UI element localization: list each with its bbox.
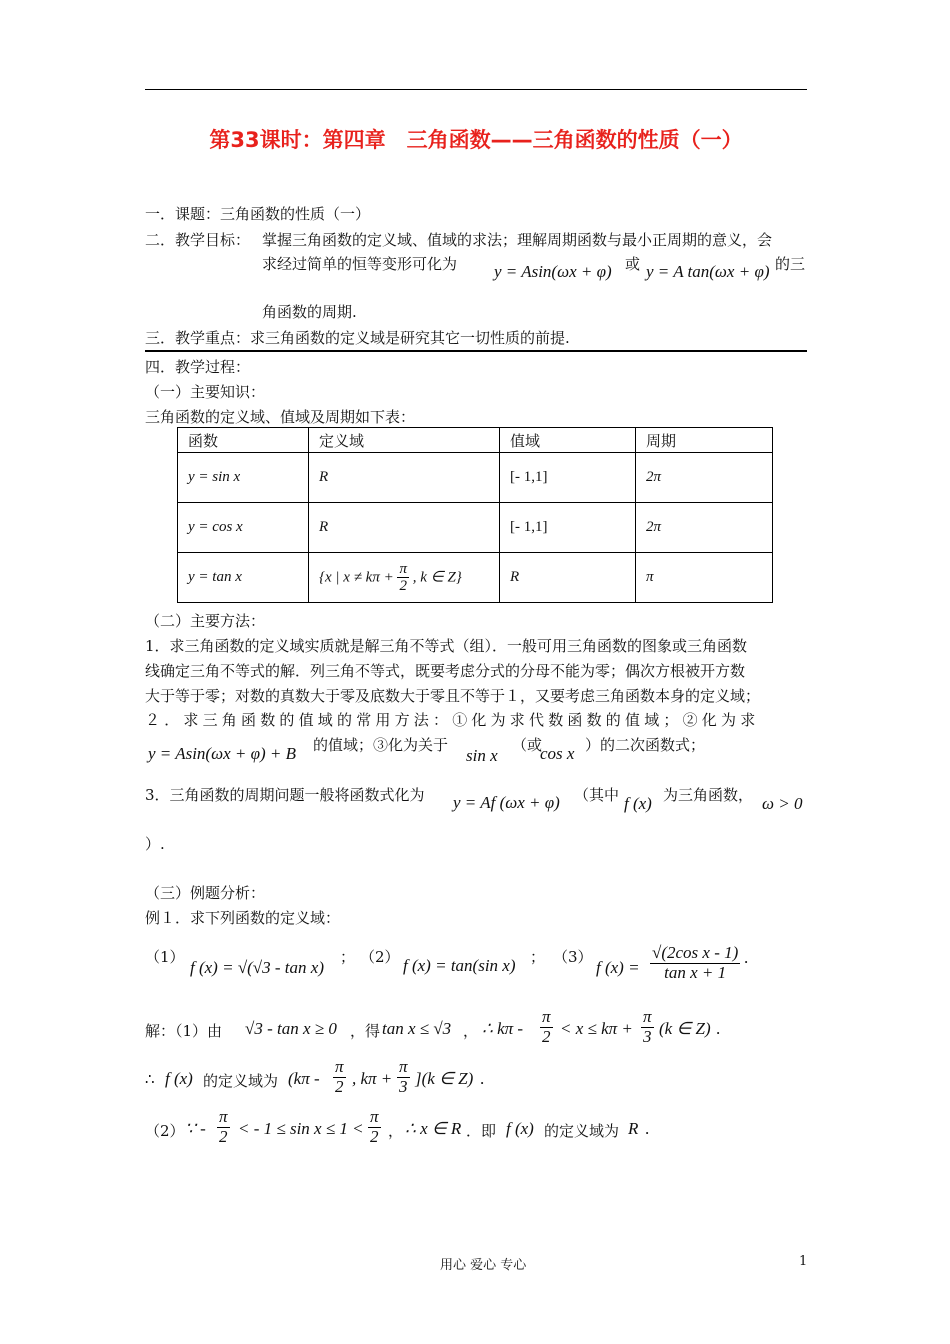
numerator: π (335, 1057, 344, 1076)
numerator: √(2cos x - 1) (652, 943, 739, 962)
solution2-label: （2） (145, 1122, 185, 1140)
table-cell-function: y = tan x (178, 553, 309, 603)
numerator: π (542, 1007, 551, 1026)
formula-fx: f (x) (624, 794, 652, 813)
formula-cosx: cos x (540, 744, 575, 763)
table-cell-period: π (636, 553, 773, 603)
fraction (650, 944, 740, 982)
solution2-text: 的定义域为 (544, 1122, 620, 1140)
problem3-lhs: f (x) = (596, 958, 640, 977)
solution1b-text: 的定义域为 (203, 1072, 279, 1090)
formula-sinx: sin x (466, 746, 498, 765)
fraction (397, 561, 409, 595)
numerator: π (399, 560, 407, 577)
solution1-frac2 (641, 1008, 654, 1046)
numerator: π (399, 1057, 408, 1076)
denominator: tan x + 1 (664, 962, 727, 982)
table-cell-domain: R (309, 503, 500, 553)
problem2-formula: f (x) = tan(sin x) (403, 956, 516, 975)
table-header-cell: 值域 (500, 428, 636, 453)
section-goals-line2b: 的三 (775, 255, 806, 273)
fraction (217, 1108, 230, 1146)
solution2-end: . (645, 1119, 650, 1138)
method3-text4: ）. (145, 835, 165, 853)
trig-properties-table (177, 427, 773, 603)
problem3-fraction (650, 944, 740, 982)
subsection-knowledge: （一）主要知识： (145, 383, 266, 401)
solution2-ineq-b: < - 1 ≤ sin x ≤ 1 < (238, 1119, 364, 1138)
method2-line1: ２．求三角函数的值域的常用方法：①化为求代数函数的值域；②化为求 (145, 711, 760, 729)
denominator: 3 (399, 1076, 408, 1096)
table-intro: 三角函数的定义域、值域及周期如下表： (145, 408, 416, 426)
problem1-formula: f (x) = √(√3 - tan x) (190, 958, 324, 977)
table-row (178, 503, 773, 553)
method2-text1: 的值域；③化为关于 (313, 736, 449, 754)
fraction (333, 1058, 346, 1096)
table-cell-function: y = cos x (178, 503, 309, 553)
domain-part-a: {x | x ≠ kπ + (319, 568, 394, 585)
solution1-end: . (716, 1019, 721, 1038)
header-rule (145, 89, 807, 90)
method2-text3: ）的二次函数式； (585, 736, 706, 754)
problem1-sep: ； (340, 948, 356, 966)
solution1b-interval-a: (kπ - (288, 1069, 320, 1088)
denominator: 2 (335, 1076, 344, 1096)
text-or: 或 (625, 255, 641, 273)
denominator: 3 (643, 1026, 652, 1046)
formula-atan: y = A tan(ωx + φ) (646, 262, 770, 281)
table-cell-domain: R (309, 453, 500, 503)
subsection-methods: （二）主要方法： (145, 612, 266, 630)
method3-text2: （其中 (574, 786, 620, 804)
formula-af: y = Af (ωx + φ) (453, 793, 560, 812)
fraction (540, 1008, 553, 1046)
solution1b-frac2 (397, 1058, 410, 1096)
table-cell-domain (309, 553, 500, 603)
solution1b-interval-b: , kπ + (352, 1069, 393, 1088)
section-goals-line1: 掌握三角函数的定义域、值域的求法；理解周期函数与最小正周期的意义，会 (262, 231, 773, 249)
subsection-examples: （三）例题分析： (145, 884, 266, 902)
denominator: 2 (370, 1126, 379, 1146)
method3-text1: 3．三角函数的周期问题一般将函数式化为 (145, 786, 425, 804)
method2-text2: （或 (512, 736, 543, 754)
method1-line1: 1．求三角函数的定义域实质就是解三角不等式（组）．一般可用三角函数的图象或三角函数 (145, 637, 748, 655)
therefore-symbol: ∴ (145, 1070, 155, 1088)
formula-asin: y = Asin(ωx + φ) (494, 262, 612, 281)
denominator: 2 (542, 1026, 551, 1046)
solution2-frac2 (368, 1108, 381, 1146)
domain-part-b: , k ∈ Z} (412, 568, 462, 585)
denominator: 2 (399, 578, 407, 594)
solution1b-interval-c: ](k ∈ Z) (415, 1069, 474, 1088)
fraction (397, 1058, 410, 1096)
section-goals-line2a: 求经过简单的恒等变形可化为 (262, 255, 458, 273)
denominator: 2 (219, 1126, 228, 1146)
solution1-range-b: < x ≤ kπ + (560, 1019, 633, 1038)
solution1-ineq2: tan x ≤ √3 (382, 1019, 452, 1038)
solution1-text-de: ，得 (350, 1022, 381, 1040)
page-title: 第33课时：第四章 三角函数——三角函数的性质（一） (209, 128, 743, 152)
section-divider (145, 350, 807, 352)
solution2-text-ji: ．即 (466, 1122, 497, 1140)
table-cell-range: [- 1,1] (500, 453, 636, 503)
table-cell-range: [- 1,1] (500, 503, 636, 553)
table-cell-function: y = sin x (178, 453, 309, 503)
problem2-sep: ； (530, 948, 546, 966)
table-cell-period: 2π (636, 503, 773, 553)
section-goals-label: 二．教学目标： (145, 231, 251, 249)
table-header-cell: 函数 (178, 428, 309, 453)
problem1-label: （1） (145, 948, 185, 966)
table-cell-range: R (500, 553, 636, 603)
section-goals-line3: 角函数的周期. (262, 303, 357, 321)
solution2-R: R (628, 1119, 639, 1138)
numerator: π (219, 1107, 228, 1126)
formula-omega: ω > 0 (762, 794, 803, 813)
section-focus: 三．教学重点：求三角函数的定义域是研究其它一切性质的前提. (145, 329, 570, 347)
table-header-row (178, 428, 773, 453)
fraction (641, 1008, 654, 1046)
solution2-ineq-a: ∵ - (185, 1119, 206, 1138)
solution1-label: 解：（1）由 (145, 1022, 223, 1040)
table-row (178, 553, 773, 603)
numerator: π (370, 1107, 379, 1126)
footer-text: 用心 爱心 专心 (440, 1258, 527, 1273)
solution1b-fx: f (x) (165, 1069, 193, 1088)
method1-line2: 线确定三角不等式的解．列三角不等式，既要考虑分式的分母不能为零；偶次方根被开方数 (145, 662, 746, 680)
solution2-xinR: ∴ x ∈ R (405, 1119, 462, 1138)
solution1-frac1 (540, 1008, 553, 1046)
numerator: π (643, 1007, 652, 1026)
example1-title: 例１．求下列函数的定义域： (145, 909, 341, 927)
solution2-comma: ， (388, 1122, 404, 1140)
solution1-comma: ， (463, 1022, 479, 1040)
solution1b-end: . (480, 1069, 485, 1088)
table-header-cell: 定义域 (309, 428, 500, 453)
solution1-ineq1: √3 - tan x ≥ 0 (245, 1019, 337, 1038)
page-number: 1 (799, 1254, 808, 1269)
fraction (368, 1108, 381, 1146)
formula-asin-b: y = Asin(ωx + φ) + B (148, 744, 297, 763)
solution1-range-c: (k ∈ Z) (659, 1019, 711, 1038)
solution1b-frac1 (333, 1058, 346, 1096)
solution2-frac1 (217, 1108, 230, 1146)
problem3-end: . (744, 948, 749, 967)
section-topic: 一．课题：三角函数的性质（一） (145, 205, 371, 223)
method3-text3: 为三角函数， (663, 786, 754, 804)
problem2-label: （2） (360, 948, 400, 966)
table-header-cell: 周期 (636, 428, 773, 453)
problem3-label: （3） (553, 948, 593, 966)
table-row (178, 453, 773, 503)
method1-line3: 大于等于零；对数的真数大于零及底数大于零且不等于１，又要考虑三角函数本身的定义域； (145, 687, 761, 705)
solution2-fx: f (x) (506, 1119, 534, 1138)
section-process: 四．教学过程： (145, 358, 251, 376)
table-cell-period: 2π (636, 453, 773, 503)
solution1-range-a: ∴ kπ - (482, 1019, 524, 1038)
